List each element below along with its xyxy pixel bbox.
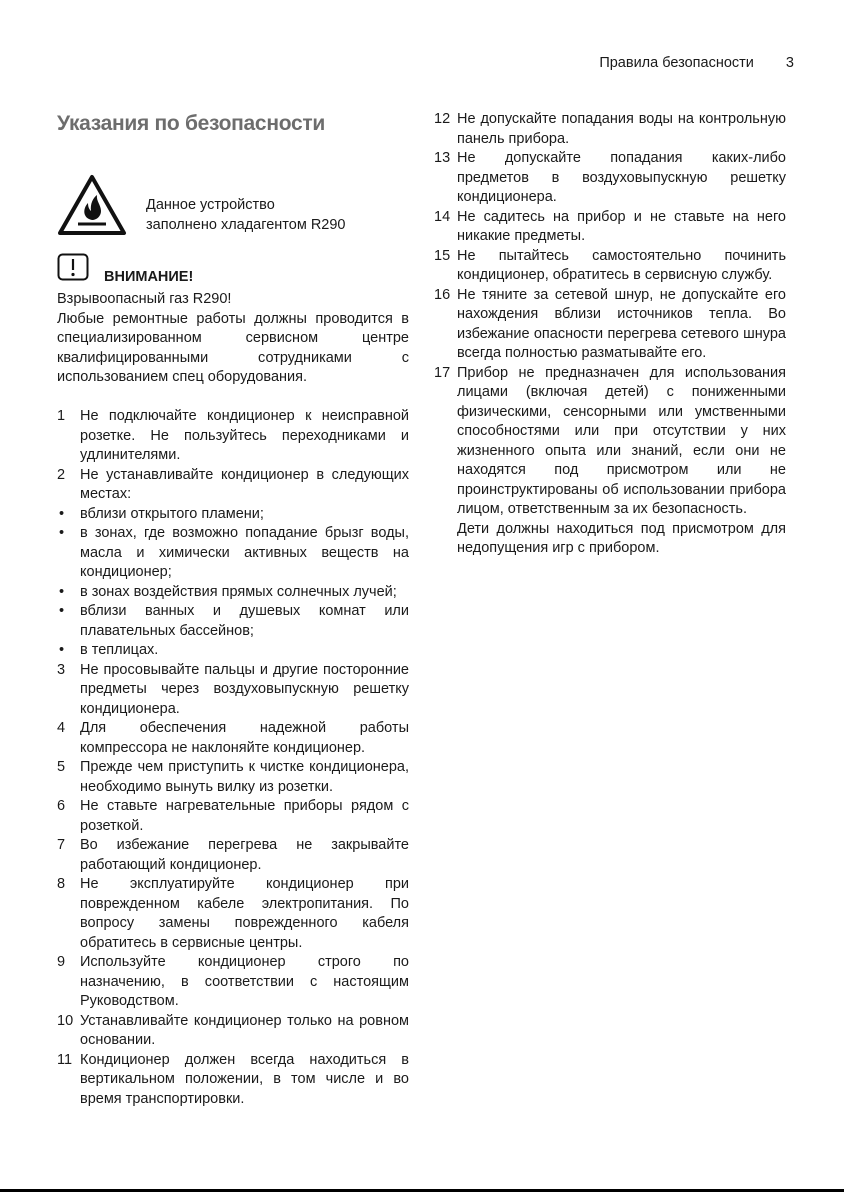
bullet-item: • в теплицах. bbox=[59, 642, 159, 658]
list-item: 11 Кондиционер должен всегда находиться в вертикальном положении, в том числе и во время транспортировки. bbox=[57, 1051, 409, 1107]
list-item: 5 Прежде чем приступить к чистке кондиционера, необходимо вынуть вилку из розетки. bbox=[57, 759, 409, 795]
list-item: 14 Не садитесь на прибор и не ставьте на него никакие предметы. bbox=[434, 208, 786, 244]
list-item: 16 Не тяните за сетевой шнур, не допускайте его нахождения вблизи источников тепла. Во избежание опасности перегрева сетевого шнура всегда полностью разматывайте его. bbox=[434, 286, 786, 361]
refrigerant-line-2: заполнено хладагентом R290 bbox=[146, 216, 346, 233]
section-title: Правила безопасности bbox=[599, 55, 754, 71]
list-item: 17 Прибор не предназначен для использования лицами (включая детей) с пониженными физическими, сенсорными или умственными способностями или при отсутствии у них жизненного опыта или знаний, если они не находятся под присмотром или не проинструктированы об использовании прибора лицом, ответственным за их безопасность. bbox=[434, 364, 786, 517]
list-item: 1 Не подключайте кондиционер к неисправной розетке. Не пользуйтесь переходниками и удлинителями. bbox=[57, 408, 409, 463]
flammable-warning-icon bbox=[57, 174, 127, 236]
list-item: 6 Не ставьте нагревательные приборы рядом с розеткой. bbox=[57, 798, 409, 834]
list-item: 12 Не допускайте попадания воды на контрольную панель прибора. bbox=[434, 111, 786, 147]
bullet-item: • вблизи ванных и душевых комнат или плавательных бассейнов; bbox=[59, 603, 409, 639]
page-title: Указания по безопасности bbox=[57, 112, 325, 135]
attention-text-2: Любые ремонтные работы должны проводится в специализированном сервисном центре квалифицированными сотрудниками с использованием спец оборудования. bbox=[57, 310, 409, 385]
list-item: 9 Используйте кондиционер строго по назначению, в соответствии с настоящим Руководством. bbox=[57, 954, 409, 1009]
list-item: 10 Устанавливайте кондиционер только на ровном основании. bbox=[57, 1012, 409, 1048]
exclamation-box-icon bbox=[57, 253, 89, 281]
page-header bbox=[599, 55, 794, 71]
right-column bbox=[434, 110, 786, 559]
list-item: 13 Не допускайте попадания каких-либо предметов в воздуховыпускную решетку кондиционера. bbox=[434, 150, 786, 205]
bullet-item: • в зонах, где возможно попадание брызг воды, масла и химически активных веществ на кондиционер; bbox=[59, 525, 409, 580]
page-number: 3 bbox=[785, 55, 794, 71]
left-column bbox=[57, 290, 409, 1109]
refrigerant-line-1: Данное устройство bbox=[146, 197, 275, 213]
bullet-item: • вблизи открытого пламени; bbox=[59, 505, 264, 522]
list-item: 15 Не пытайтесь самостоятельно починить кондиционер, обратитесь в сервисную службу. bbox=[434, 247, 786, 283]
list-item: 8 Не эксплуатируйте кондиционер при поврежденном кабеле электропитания. По вопросу замены поврежденного кабеля обратитесь в сервисные центры. bbox=[57, 876, 409, 951]
list-item: 7 Во избежание перегрева не закрывайте работающий кондиционер. bbox=[57, 837, 409, 873]
children-note: Дети должны находиться под присмотром для недопущения игр с прибором. bbox=[457, 520, 786, 556]
list-item: 3 Не просовывайте пальцы и другие посторонние предметы через воздуховыпускную решетку кондиционера. bbox=[57, 661, 409, 717]
list-item: 2 Не устанавливайте кондиционер в следующих местах: bbox=[57, 466, 409, 502]
list-item: 4 Для обеспечения надежной работы компрессора не наклоняйте кондиционер. bbox=[57, 720, 409, 756]
attention-text-1: Взрывоопасный газ R290! bbox=[57, 291, 232, 307]
attention-label: ВНИМАНИЕ! bbox=[104, 269, 194, 285]
refrigerant-note bbox=[146, 196, 346, 235]
bullet-item: • в зонах воздействия прямых солнечных лучей; bbox=[59, 583, 397, 600]
